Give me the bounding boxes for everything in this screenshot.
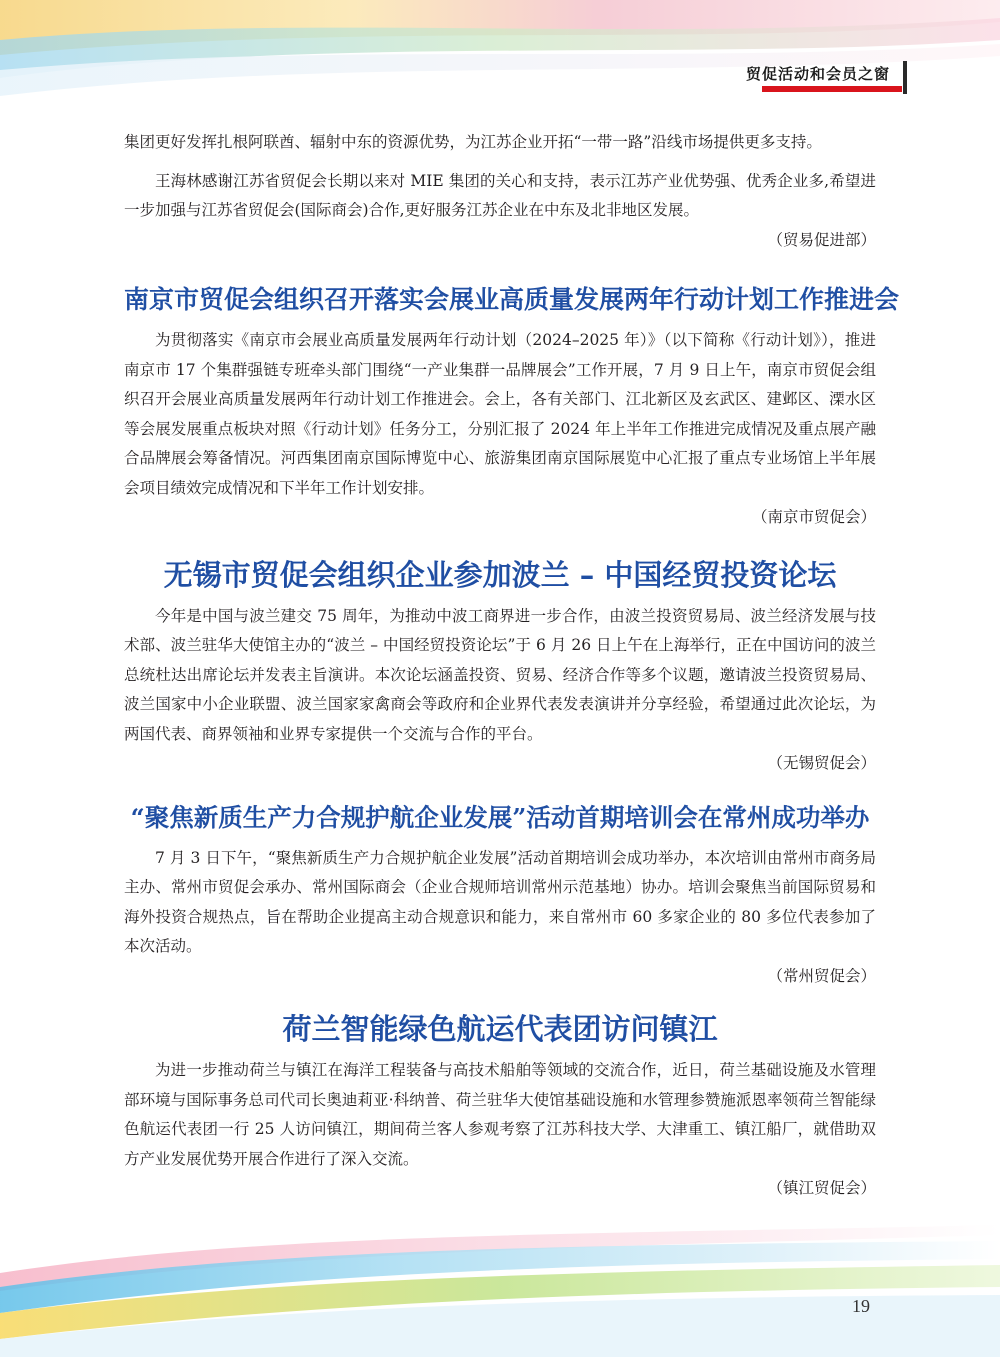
zhenjiang-source: （镇江贸促会） (767, 1179, 876, 1197)
zhenjiang-heading: 荷兰智能绿色航运代表团访问镇江 (282, 1012, 718, 1046)
changzhou-heading: “聚焦新质生产力合规护航企业发展”活动首期培训会在常州成功举办 (130, 802, 870, 832)
header-red-underline (762, 86, 902, 92)
bottom-rainbow-decoration (0, 1215, 1000, 1357)
top-rainbow-decoration (0, 0, 1000, 110)
nanjing-heading: 南京市贸促会组织召开落实会展业高质量发展两年行动计划工作推进会 (124, 285, 900, 314)
page-number: 19 (852, 1296, 870, 1316)
nanjing-source: （南京市贸促会） (751, 508, 876, 526)
intro-source: （贸易促进部） (767, 230, 876, 249)
wuxi-source: （无锡贸促会） (767, 754, 876, 772)
header-vertical-bar (903, 61, 907, 94)
wuxi-body: 今年是中国与波兰建交 75 周年，为推动中波工商界进一步合作，由波兰投资贸易局、波兰经济发展与技术部、波兰驻华大使馆主办的“波兰 – 中国经贸投资论坛”于 6 月 26 日上午在上海举行，正在中国访问的波兰总统杜达出席论坛并发表主旨演讲。本次论坛涵盖投资、贸易、经济合作等多个议题，邀请波兰投资贸易局、波兰国家中小企业联盟、波兰国家家禽商会等政府和企业界代表发表演讲并分享经验，希望通过此次论坛，为两国代表、商界领袖和业界专家提供一个交流与合作的平台。 (124, 606, 876, 743)
changzhou-body: 7 月 3 日下午，“聚焦新质生产力合规护航企业发展”活动首期培训会成功举办，本次培训由常州市商务局主办、常州市贸促会承办、常州国际商会（企业合规师培训常州示范基地）协办。培训会聚焦当前国际贸易和海外投资合规热点，旨在帮助企业提高主动合规意识和能力，来自常州市 60 多家企业的 80 多位代表参加了本次活动。 (124, 848, 876, 955)
intro-paragraph-1: 集团更好发挥扎根阿联酋、辐射中东的资源优势，为江苏企业开拓“一带一路”沿线市场提供更多支持。 (124, 133, 822, 151)
section-label: 贸促活动和会员之窗 (745, 65, 890, 83)
article-content (124, 128, 900, 1204)
zhenjiang-body: 为进一步推动荷兰与镇江在海洋工程装备与高技术船舶等领域的交流合作，近日，荷兰基础设施及水管理部环境与国际事务总司代司长奥迪莉亚·科纳普、荷兰驻华大使馆基础设施和水管理参赞施派恩率领荷兰智能绿色航运代表团一行 25 人访问镇江，期间荷兰客人参观考察了江苏科技大学、大津重工、镇江船厂，就借助双方产业发展优势开展合作进行了深入交流。 (124, 1061, 876, 1168)
nanjing-body: 为贯彻落实《南京市会展业高质量发展两年行动计划（2024–2025 年）》（以下简称《行动计划》），推进南京市 17 个集群强链专班牵头部门围绕“一产业集群一品牌展会”工作开展，7 月 9 日上午，南京市贸促会组织召开会展业高质量发展两年行动计划工作推进会。会上，各有关部门、江北新区及玄武区、建邺区、溧水区等会展发展重点板块对照《行动计划》任务分工，分别汇报了 2024 年上半年工作推进完成情况及重点展产融合品牌展会筹备情况。河西集团南京国际博览中心、旅游集团南京国际展览中心汇报了重点专业场馆上半年展会项目绩效完成情况和下半年工作计划安排。 (124, 331, 876, 497)
wuxi-heading: 无锡市贸促会组织企业参加波兰 – 中国经贸投资论坛 (163, 557, 837, 592)
intro-paragraph-2: 王海林感谢江苏省贸促会长期以来对 MIE 集团的关心和支持，表示江苏产业优势强、优秀企业多,希望进一步加强与江苏省贸促会(国际商会)合作,更好服务江苏企业在中东及北非地区发展。 (124, 171, 876, 219)
changzhou-source: （常州贸促会） (767, 966, 876, 985)
